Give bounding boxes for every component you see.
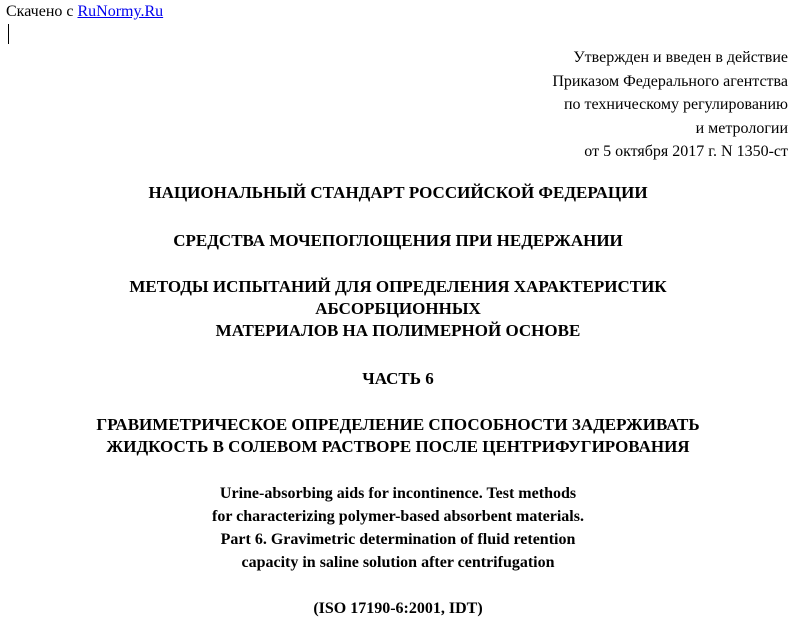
runormy-link[interactable]: RuNormy.Ru bbox=[77, 3, 164, 20]
english-title-line: capacity in saline solution after centrifugation bbox=[241, 554, 555, 571]
approval-line: Приказом Федерального агентства bbox=[552, 72, 788, 90]
methods-title-line: МЕТОДЫ ИСПЫТАНИЙ ДЛЯ ОПРЕДЕЛЕНИЯ ХАРАКТЕРИСТИК bbox=[129, 277, 667, 296]
iso-reference: (ISO 17190-6:2001, IDT) bbox=[313, 600, 483, 617]
english-title-line: for characterizing polymer-based absorbent materials. bbox=[212, 508, 584, 525]
approval-block bbox=[552, 46, 788, 164]
text-cursor bbox=[8, 24, 9, 44]
english-title-line: Part 6. Gravimetric determination of fluid retention bbox=[220, 531, 576, 548]
subject-title: СРЕДСТВА МОЧЕПОГЛОЩЕНИЯ ПРИ НЕДЕРЖАНИИ bbox=[173, 231, 623, 250]
part-number: ЧАСТЬ 6 bbox=[362, 369, 434, 388]
source-prefix: Скачено с bbox=[6, 3, 74, 20]
methods-title-line: МАТЕРИАЛОВ НА ПОЛИМЕРНОЙ ОСНОВЕ bbox=[215, 321, 581, 340]
part-title-line: ЖИДКОСТЬ В СОЛЕВОМ РАСТВОРЕ ПОСЛЕ ЦЕНТРИФУГИРОВАНИЯ bbox=[106, 437, 690, 456]
methods-title-line: АБСОРБЦИОННЫХ bbox=[315, 299, 481, 318]
approval-line: от 5 октября 2017 г. N 1350-ст bbox=[584, 143, 788, 160]
standard-title: НАЦИОНАЛЬНЫЙ СТАНДАРТ РОССИЙСКОЙ ФЕДЕРАЦИИ bbox=[148, 183, 648, 202]
source-line bbox=[6, 2, 163, 21]
approval-line: и метрологии bbox=[695, 119, 788, 137]
approval-line: Утвержден и введен в действие bbox=[573, 49, 788, 66]
approval-line: по техническому регулированию bbox=[563, 96, 788, 113]
english-title-line: Urine-absorbing aids for incontinence. Test methods bbox=[219, 485, 577, 502]
part-title-line: ГРАВИМЕТРИЧЕСКОЕ ОПРЕДЕЛЕНИЕ СПОСОБНОСТИ ЗАДЕРЖИВАТЬ bbox=[96, 415, 700, 434]
